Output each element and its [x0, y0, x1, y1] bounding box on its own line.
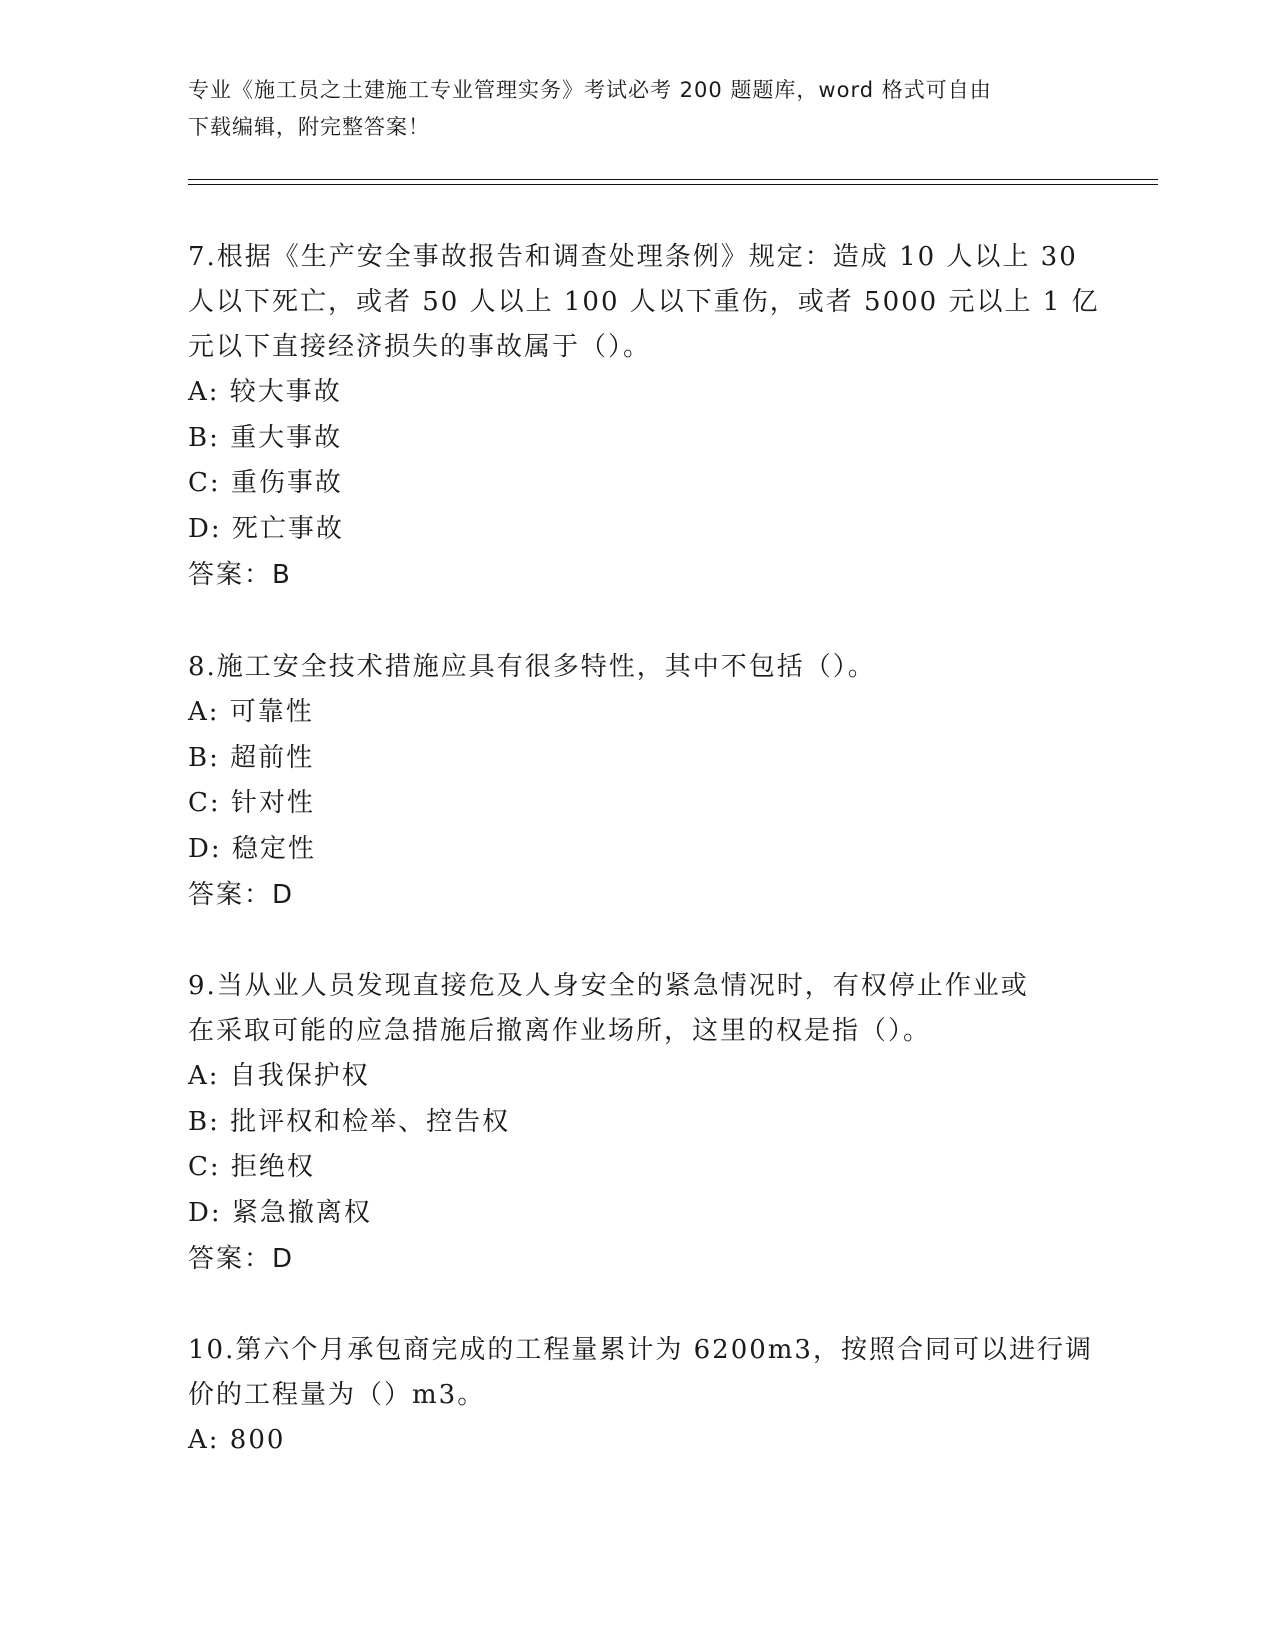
- question-7: [188, 235, 1108, 598]
- option-b: B: 超前性: [188, 742, 315, 773]
- stem-line: 元以下直接经济损失的事故属于（）。: [188, 332, 652, 362]
- answer: 答案：D: [188, 880, 295, 910]
- option-c: C: 重伤事故: [188, 468, 343, 498]
- header-line: 专业《施工员之土建施工专业管理实务》考试必考 200 题题库，word 格式可自由: [188, 78, 992, 102]
- stem-line: 8.施工安全技术措施应具有很多特性，其中不包括（）。: [188, 652, 876, 682]
- question-10: [188, 1328, 1108, 1464]
- question-stem: [188, 645, 1108, 690]
- question-stem: [188, 1328, 1108, 1418]
- question-stem: [188, 964, 1108, 1054]
- option-a: A: 自我保护权: [188, 1061, 370, 1091]
- stem-line: 价的工程量为（）m3。: [188, 1380, 486, 1410]
- stem-line: 在采取可能的应急措施后撤离作业场所，这里的权是指（）。: [188, 1016, 932, 1046]
- question-9: [188, 964, 1108, 1282]
- option-c: C: 针对性: [188, 788, 315, 818]
- option-b: B: 批评权和检举、控告权: [188, 1106, 511, 1137]
- option-d: D: 稳定性: [188, 833, 316, 864]
- option-a: A: 可靠性: [188, 697, 314, 727]
- option-b: B: 重大事故: [188, 422, 343, 453]
- question-stem: [188, 235, 1108, 370]
- header-divider: [188, 184, 1158, 185]
- stem-line: 9.当从业人员发现直接危及人身安全的紧急情况时，有权停止作业或: [188, 971, 1029, 1001]
- option-a: A: 800: [188, 1425, 286, 1455]
- stem-line: 7.根据《生产安全事故报告和调查处理条例》规定：造成 10 人以上 30: [188, 242, 1078, 272]
- answer: 答案：D: [188, 1244, 295, 1274]
- document-header: [188, 72, 1088, 146]
- question-8: [188, 645, 1108, 918]
- header-line: 下载编辑，附完整答案！: [188, 115, 430, 139]
- option-c: C: 拒绝权: [188, 1152, 315, 1182]
- option-d: D: 紧急撤离权: [188, 1197, 372, 1228]
- header-divider: [188, 179, 1158, 180]
- answer: 答案：B: [188, 560, 292, 590]
- option-a: A: 较大事故: [188, 377, 342, 407]
- stem-line: 人以下死亡，或者 50 人以上 100 人以下重伤，或者 5000 元以上 1 亿: [188, 287, 1100, 317]
- stem-line: 10.第六个月承包商完成的工程量累计为 6200m3，按照合同可以进行调: [188, 1335, 1093, 1365]
- option-d: D: 死亡事故: [188, 513, 344, 544]
